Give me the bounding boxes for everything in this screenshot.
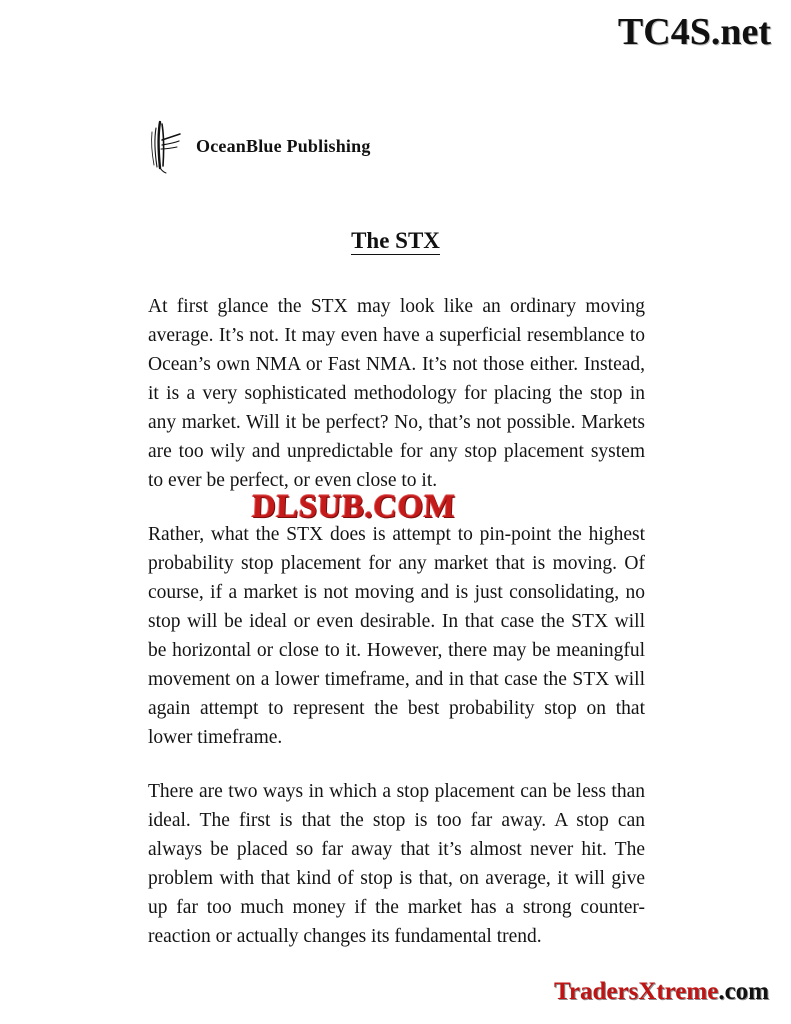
brush-stroke-icon (146, 118, 182, 174)
publisher-logo (146, 118, 371, 174)
footer-watermark-tld: .com (718, 978, 769, 1005)
top-right-watermark: TC4S.net (617, 11, 771, 53)
page-title-text: The STX (351, 228, 440, 253)
page-title (0, 228, 791, 254)
paragraph: There are two ways in which a stop placement can be less than ideal. The first is that the stop is too far away. A stop can always be placed so far away that it’s almost never hit. The problem with that kind of stop is that, on average, it will give up far too much money if the market has a strong counter-reaction or actually changes its fundamental trend. (148, 781, 645, 947)
paragraph: At first glance the STX may look like an ordinary moving average. It’s not. It may even have a superficial resemblance to Ocean’s own NMA or Fast NMA. It’s not those either. Instead, it is a very sophisticated methodology for placing the stop in any market. Will it be perfect? No, that’s not possible. Markets are too wily and unpredictable for any stop placement system to ever be perfect, or even close to it. (148, 296, 645, 491)
paragraph: Rather, what the STX does is attempt to pin-point the highest probability stop placement for any market that is moving. Of course, if a market is not moving and is just consolidating, no stop will be ideal or even desirable. In that case the STX will be horizontal or close to it. However, there may be meaningful movement on a lower timeframe, and in that case the STX will again attempt to represent the best probability stop on that lower timeframe. (148, 524, 645, 748)
body-text (148, 292, 645, 951)
publisher-name: OceanBlue Publishing (196, 135, 371, 156)
footer-watermark-brand: TradersXtreme (554, 978, 719, 1005)
stamp-watermark: DLSUB.COM (251, 489, 457, 525)
footer-watermark (554, 978, 769, 1006)
